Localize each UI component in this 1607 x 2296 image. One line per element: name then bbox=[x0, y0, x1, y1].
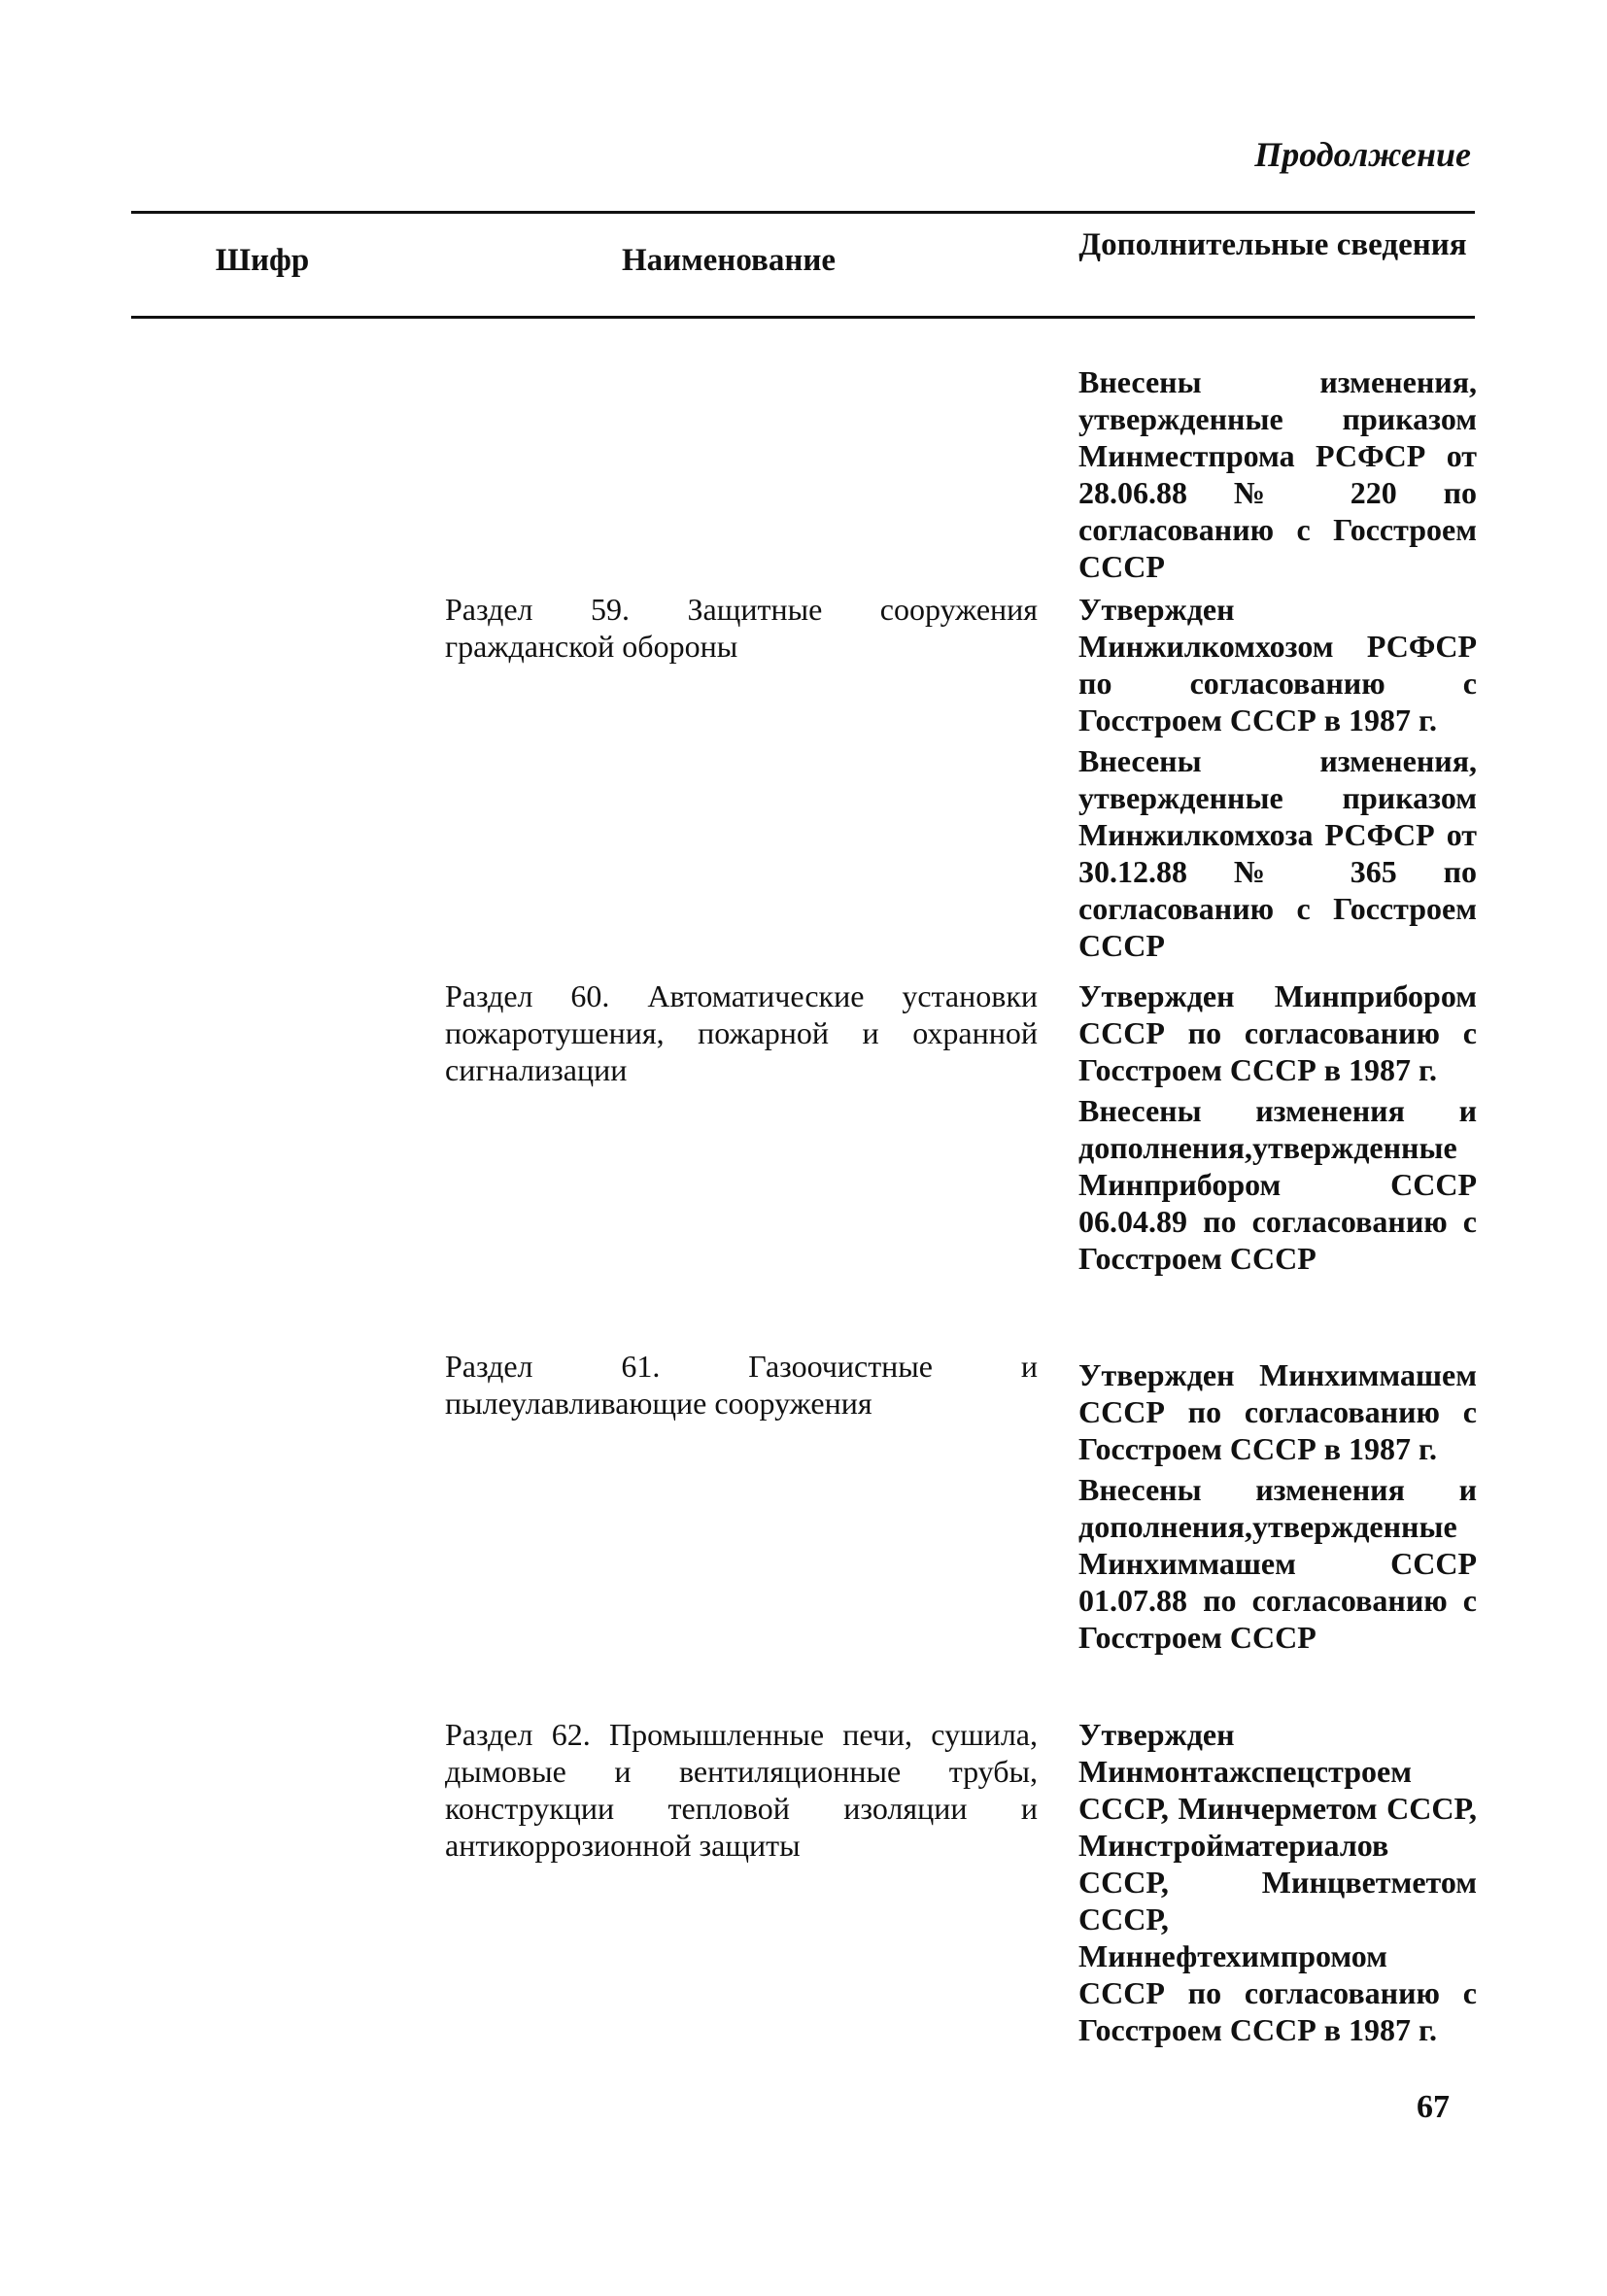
info-paragraph: Внесены изменения и дополнения,утвержденные Минприбором СССР 06.04.89 по согласованию с Госстроем СССР bbox=[1078, 1093, 1477, 1276]
table-row-3-info bbox=[1078, 1356, 1477, 1656]
table-row-2-name: Раздел 60. Автоматические установки пожаротушения, пожарной и охранной сигнализации bbox=[445, 978, 1038, 1087]
info-paragraph: Внесены изменения и дополнения,утвержденные Минхиммашем СССР 01.07.88 по согласованию с Госстроем СССР bbox=[1078, 1472, 1477, 1655]
page-number: 67 bbox=[1417, 2089, 1450, 2125]
info-paragraph: Внесены изменения, утвержденные приказом Минжилкомхоза РСФСР от 30.12.88 № 365 по согласованию с Госстроем СССР bbox=[1078, 743, 1477, 963]
table-row-4-info bbox=[1078, 1716, 1477, 2048]
continuation-label: Продолжение bbox=[1254, 135, 1471, 174]
column-header-cipher: Шифр bbox=[215, 243, 310, 278]
column-header-extra-info: Дополнительные сведения bbox=[1078, 227, 1467, 262]
info-paragraph: Утвержден Минхиммашем СССР по согласованию с Госстроем СССР в 1987 г. bbox=[1078, 1357, 1477, 1466]
table-header-rule bbox=[131, 316, 1475, 319]
table-row-1-name: Раздел 59. Защитные сооружения гражданской обороны bbox=[445, 592, 1038, 664]
info-paragraph: Утвержден Минжилкомхозом РСФСР по согласованию с Госстроем СССР в 1987 г. bbox=[1078, 592, 1477, 737]
info-paragraph: Утвержден Минприбором СССР по согласованию с Госстроем СССР в 1987 г. bbox=[1078, 978, 1477, 1087]
table-top-rule bbox=[131, 211, 1475, 214]
info-paragraph: Утвержден Минмонтажспецстроем СССР, Минчерметом СССР, Минстройматериалов СССР, Минцветметом СССР, Миннефтехимпромом СССР по согласованию с Госстроем СССР в 1987 г. bbox=[1078, 1717, 1477, 2047]
table-row-1-info bbox=[1078, 591, 1477, 964]
column-header-name: Наименование bbox=[622, 243, 836, 278]
table-row-4-name: Раздел 62. Промышленные печи, сушила, дымовые и вентиляционные трубы, конструкции тепловой изоляции и антикоррозионной защиты bbox=[445, 1717, 1038, 1863]
table-row-3-name: Раздел 61. Газоочистные и пылеулавливающие сооружения bbox=[445, 1349, 1038, 1421]
info-paragraph: Внесены изменения, утвержденные приказом Минместпрома РСФСР от 28.06.88 № 220 по согласованию с Госстроем СССР bbox=[1078, 364, 1477, 584]
table-row-2-info bbox=[1078, 977, 1477, 1277]
table-row-0-info bbox=[1078, 363, 1477, 585]
